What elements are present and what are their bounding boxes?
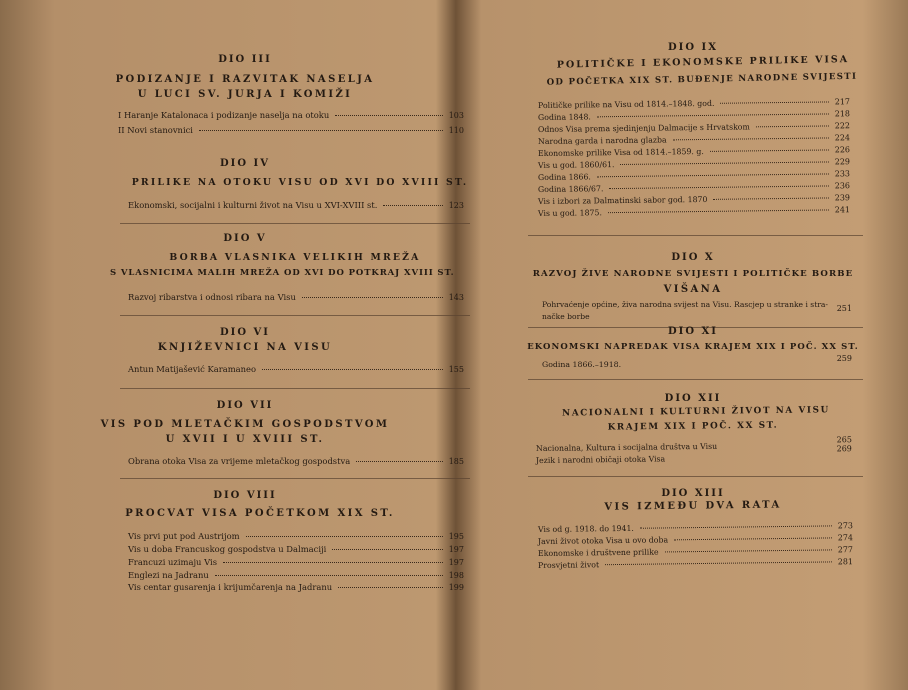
- leader-dots: [332, 549, 442, 550]
- section-title: BORBA VLASNIKA VELIKIH MREŽA: [169, 252, 421, 263]
- leader-dots: [199, 130, 443, 131]
- toc-entry-label: Jezik i narodni običaji otoka Visa: [535, 454, 666, 465]
- section-heading: DIO X: [671, 252, 715, 263]
- toc-entry-label: Antun Matijašević Karamaneo: [128, 364, 257, 374]
- toc-entry[interactable]: [128, 570, 464, 580]
- section-heading: DIO IV: [220, 158, 270, 169]
- section-heading: DIO V: [223, 233, 267, 244]
- toc-entry-label: Ekonomske i društvene prilike: [537, 547, 659, 558]
- toc-entry-page: 198: [448, 571, 464, 580]
- section-title: VIS POD MLETAČKIM GOSPODSTVOM: [100, 419, 390, 430]
- toc-entry-page: 217: [834, 97, 851, 107]
- toc-entry-page: 123: [448, 201, 464, 210]
- section-heading: DIO VIII: [213, 490, 277, 501]
- section-heading: DIO III: [218, 54, 272, 65]
- toc-entry[interactable]: [538, 169, 850, 182]
- toc-entry[interactable]: [128, 456, 464, 466]
- leader-dots: [383, 205, 442, 206]
- toc-entry-label: Godina 1866/67.: [537, 184, 604, 194]
- leader-dots: [246, 536, 443, 537]
- toc-entry-label: Vis od g. 1918. do 1941.: [537, 523, 634, 534]
- toc-entry-page: 110: [448, 126, 464, 135]
- toc-entry-label: načke borbe: [542, 312, 590, 321]
- toc-entry-page: 229: [834, 157, 851, 167]
- toc-entry-page: 274: [837, 533, 854, 543]
- toc-entry[interactable]: [118, 110, 464, 120]
- section-title: PRILIKE NA OTOKU VISU OD XVI DO XVIII ST.: [131, 177, 469, 188]
- section-heading: DIO XI: [668, 326, 718, 337]
- leader-dots: [605, 561, 832, 565]
- leader-dots: [720, 101, 828, 103]
- toc-entry-page: 155: [448, 365, 464, 374]
- leader-dots: [713, 197, 828, 199]
- section-title: VIŠANA: [663, 284, 723, 295]
- section-heading: DIO IX: [668, 42, 718, 53]
- divider: [120, 478, 470, 479]
- toc-entry-page: 197: [448, 558, 464, 567]
- toc-entry-page: 236: [834, 181, 851, 191]
- toc-entry[interactable]: [128, 544, 464, 554]
- section-heading: DIO XIII: [661, 488, 725, 499]
- leader-dots: [223, 562, 443, 563]
- toc-entry-label: Vis prvi put pod Austrijom: [128, 531, 240, 541]
- leader-dots: [620, 161, 828, 165]
- toc-entry[interactable]: [538, 97, 850, 110]
- divider: [120, 388, 470, 389]
- toc-entry[interactable]: [128, 292, 464, 302]
- section-title: OD POČETKA XIX ST. BUĐENJE NARODNE SVIJESTI: [546, 71, 858, 88]
- toc-entry-label: Odnos Visa prema sjedinjenju Dalmacije s Hrvatskom: [537, 122, 750, 134]
- toc-entry-label: Godina 1866.: [537, 172, 591, 182]
- leader-dots: [262, 369, 443, 370]
- toc-entry-page: 218: [834, 109, 851, 119]
- toc-entry-page: 269: [836, 444, 852, 454]
- divider: [528, 235, 863, 236]
- toc-entry-label: Vis centar gusarenja i krijumčarenja na Jadranu: [128, 582, 333, 592]
- toc-entry-page: 265: [836, 435, 852, 445]
- leader-dots: [608, 209, 829, 213]
- leader-dots: [756, 125, 829, 127]
- divider: [528, 379, 863, 380]
- leader-dots: [609, 185, 828, 189]
- section-title: U LUCI SV. JURJA I KOMIŽI: [137, 89, 353, 100]
- section-heading: DIO VII: [216, 400, 274, 411]
- leader-dots: [597, 113, 829, 117]
- divider: [528, 476, 863, 477]
- section-heading: DIO XII: [664, 393, 722, 404]
- toc-entry-page: 195: [448, 532, 464, 541]
- section-title: NACIONALNI I KULTURNI ŽIVOT NA VISU: [562, 405, 830, 419]
- toc-entry[interactable]: [538, 133, 850, 146]
- toc-entry-label: Francuzi uzimaju Vis: [128, 557, 217, 567]
- toc-entry-page: 222: [834, 121, 851, 131]
- divider: [120, 315, 470, 316]
- leader-dots: [215, 575, 443, 576]
- toc-entry[interactable]: [538, 157, 850, 170]
- leader-dots: [338, 587, 443, 588]
- toc-entry-label: Godina 1866.–1918.: [542, 360, 622, 369]
- section-title: VIS IZMEĐU DVA RATA: [604, 499, 782, 513]
- toc-entry[interactable]: [535, 435, 852, 453]
- toc-entry-label: Nacionalna, Kultura i socijalna društva u Visu: [535, 441, 718, 453]
- toc-entry-label: Vis u doba Francuskog gospodstva u Dalmaciji: [128, 544, 327, 554]
- toc-entry-page: 143: [448, 293, 464, 302]
- section-title: POLITIČKE I EKONOMSKE PRILIKE VISA: [556, 54, 850, 71]
- toc-entry[interactable]: [538, 557, 853, 570]
- leader-dots: [356, 461, 443, 462]
- leader-dots: [710, 149, 829, 151]
- leader-dots: [673, 137, 829, 140]
- leader-dots: [674, 537, 832, 540]
- toc-entry-page: 197: [448, 545, 464, 554]
- toc-entry[interactable]: [538, 145, 850, 158]
- toc-entry-page: 103: [448, 111, 464, 120]
- toc-entry-label: Vis i izbori za Dalmatinski sabor god. 1870: [537, 194, 708, 206]
- leader-dots: [335, 115, 442, 116]
- section-title: U XVII I U XVIII ST.: [165, 434, 325, 445]
- toc-entry-label: II Novi stanovnici: [118, 125, 193, 135]
- toc-entry[interactable]: [128, 364, 464, 374]
- toc-entry[interactable]: [538, 533, 853, 546]
- toc-entry-label: Pohrvaćenje općine, živa narodna svijest na Visu. Rascjep u stranke i stra-: [542, 300, 828, 309]
- toc-entry-page: 233: [834, 169, 851, 179]
- section-title: S VLASNICIMA MALIH MREŽA OD XVI DO POTKRAJ XVIII ST.: [110, 268, 455, 278]
- toc-entry-page: 239: [834, 193, 851, 203]
- toc-entry-label: Političke prilike na Visu od 1814.–1848. god.: [537, 98, 715, 110]
- toc-entry[interactable]: [538, 193, 850, 206]
- toc-entry[interactable]: [538, 109, 850, 122]
- leader-dots: [665, 549, 832, 552]
- section-title: KNJIŽEVNICI NA VISU: [157, 342, 333, 353]
- toc-entry[interactable]: [128, 200, 464, 210]
- toc-entry-page: 199: [448, 583, 464, 592]
- toc-entry-page: 226: [834, 145, 851, 155]
- section-title: KRAJEM XIX I POČ. XX ST.: [607, 420, 779, 433]
- toc-entry[interactable]: [538, 521, 853, 534]
- section-heading: DIO VI: [220, 327, 270, 338]
- toc-entry-label: Vis u god. 1860/61.: [537, 160, 615, 170]
- section-title: RAZVOJ ŽIVE NARODNE SVIJESTI I POLITIČKE BORBE: [532, 269, 854, 279]
- right-page: [498, 0, 908, 690]
- toc-entry-label: Ekonomski, socijalni i kulturni život na Visu u XVI-XVIII st.: [128, 200, 378, 210]
- toc-entry[interactable]: [118, 125, 464, 135]
- toc-entry[interactable]: [538, 205, 850, 218]
- toc-entry-label: Razvoj ribarstva i odnosi ribara na Visu: [128, 292, 296, 302]
- toc-entry-page: 185: [448, 457, 464, 466]
- toc-entry[interactable]: [128, 531, 464, 541]
- toc-entry-page: 224: [834, 133, 851, 143]
- toc-entry-label: I Haranje Katalonaca i podizanje naselja na otoku: [118, 110, 330, 120]
- divider: [120, 223, 470, 224]
- toc-entry-label: Prosvjetni život: [537, 560, 600, 570]
- section-title: EKONOMSKI NAPREDAK VISA KRAJEM XIX I POČ. XX ST.: [527, 342, 859, 352]
- section-title: PROCVAT VISA POČETKOM XIX ST.: [125, 508, 395, 519]
- toc-entry[interactable]: [538, 181, 850, 194]
- toc-entry[interactable]: [128, 557, 464, 567]
- toc-entry[interactable]: [538, 545, 853, 558]
- toc-entry-label: Ekonomske prilike Visa od 1814.–1859. g.: [537, 146, 704, 158]
- toc-entry-label: Vis u god. 1875.: [537, 208, 602, 218]
- toc-entry-label: Englezi na Jadranu: [128, 570, 209, 580]
- toc-entry-page: 281: [837, 557, 854, 567]
- toc-entry-label: Narodna garda i narodna glazba: [537, 135, 667, 146]
- leader-dots: [302, 297, 443, 298]
- leader-dots: [640, 525, 832, 528]
- toc-entry-label: Javni život otoka Visa u ovo doba: [537, 535, 669, 546]
- toc-entry[interactable]: [128, 582, 464, 592]
- toc-entry-page: 241: [834, 205, 851, 215]
- toc-entry-page: 251: [836, 304, 852, 313]
- leader-dots: [597, 173, 829, 177]
- section-title: PODIZANJE I RAZVITAK NASELJA: [115, 74, 375, 85]
- toc-entry[interactable]: [542, 354, 852, 369]
- toc-entry-page: 259: [836, 354, 852, 363]
- toc-entry-label: Obrana otoka Visa za vrijeme mletačkog gospodstva: [128, 456, 351, 466]
- toc-entry[interactable]: [538, 121, 850, 134]
- toc-entry-label: Godina 1848.: [537, 112, 591, 122]
- toc-entry-page: 273: [837, 521, 854, 531]
- toc-entry-page: 277: [837, 545, 854, 555]
